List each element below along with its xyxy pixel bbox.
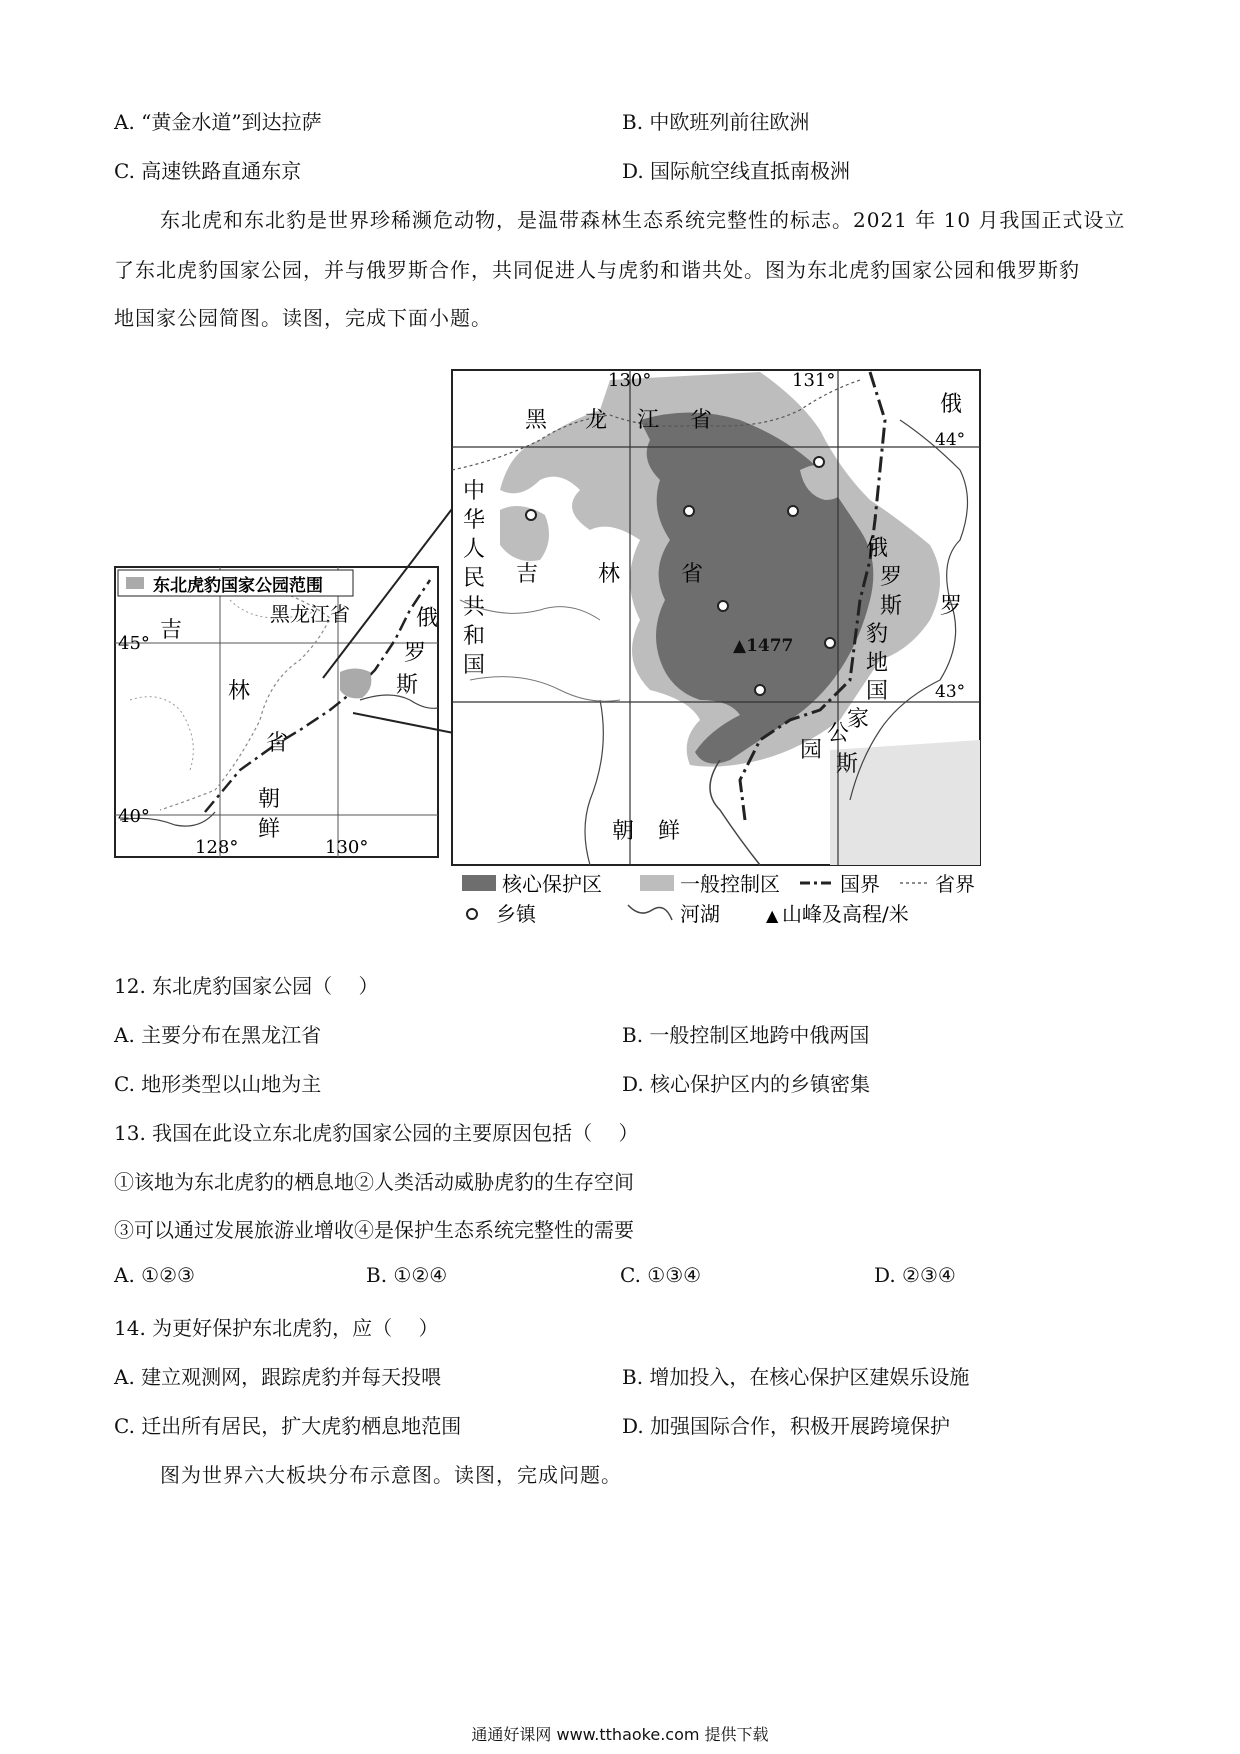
q11-option-b: B. 中欧班列前往欧洲 [622,110,810,134]
inset-label-ji: 吉 [160,618,183,643]
intro-line-1: 东北虎和东北豹是世界珍稀濒危动物，是温带森林生态系统完整性的标志。2021 年 10 月我国正式设立 [160,208,1126,232]
q12-stem: 12. 东北虎豹国家公园（ ） [114,974,379,998]
legend-peak-icon: ▲ [766,906,779,925]
inset-map [115,567,438,858]
intro-line-2: 了东北虎豹国家公园，并与俄罗斯合作，共同促进人与虎豹和谐共处。图为东北虎豹国家公园和俄罗斯豹 [114,258,1080,282]
park-char-3: 豹 [866,622,889,647]
q12-option-b: B. 一般控制区地跨中俄两国 [622,1023,870,1047]
q13-option-d: D. ②③④ [874,1263,956,1287]
main-label-lin: 林 [598,562,621,587]
q11-option-c: C. 高速铁路直通东京 [114,159,302,183]
main-label-long: 龙 [585,408,608,433]
main-label-ji: 吉 [516,562,539,587]
q12-option-a: A. 主要分布在黑龙江省 [114,1023,322,1047]
inset-label-lon128: 128° [195,837,239,858]
main-label-russia-luo: 罗 [940,594,963,619]
inset-label-heilongjiang: 黑龙江省 [270,602,350,626]
legend-peak: 山峰及高程/米 [782,902,909,926]
intro-line-3: 地国家公园简图。读图，完成下面小题。 [114,306,492,330]
inset-label-russia-luo: 罗 [404,641,427,666]
main-label-russia-si: 斯 [836,752,859,777]
q11-option-a: A. “黄金水道”到达拉萨 [114,110,322,134]
q14-option-d: D. 加强国际合作，积极开展跨境保护 [622,1414,951,1438]
inset-legend-label: 东北虎豹国家公园范围 [153,576,323,596]
q14-option-a: A. 建立观测网，跟踪虎豹并每天投喂 [114,1365,442,1389]
park-char-7: 公 [827,721,850,746]
legend-national-border: 国界 [840,872,880,896]
q13-stem: 13. 我国在此设立东北虎豹国家公园的主要原因包括（ ） [114,1121,639,1145]
main-label-peak: ▲1477 [733,636,794,656]
legend-provincial-border: 省界 [935,872,975,896]
inset-label-lon130: 130° [325,837,369,858]
q14-option-c: C. 迁出所有居民，扩大虎豹栖息地范围 [114,1414,462,1438]
legend-core: 核心保护区 [502,872,602,896]
inset-label-chao: 朝 [258,787,281,812]
next-intro: 图为世界六大板块分布示意图。读图，完成问题。 [160,1463,622,1487]
legend-town: 乡镇 [496,902,536,926]
park-char-5: 国 [866,679,889,704]
inset-label-lat45: 45° [118,633,150,654]
main-label-jiang: 江 [637,408,660,433]
park-char-8: 园 [800,738,823,763]
park-char-2: 斯 [880,594,903,619]
inset-label-xian: 鲜 [258,817,281,842]
map-legend [462,872,975,926]
page-footer: 通通好课网 www.tthaoke.com 提供下载 [471,1725,769,1744]
main-label-china [463,479,485,678]
q13-statements-2: ③可以通过发展旅游业增收④是保护生态系统完整性的需要 [114,1218,634,1242]
china-char-6: 国 [463,653,486,678]
main-label-russia-e: 俄 [940,392,963,417]
q13-statements-1: ①该地为东北虎豹的栖息地②人类活动威胁虎豹的生存空间 [114,1170,634,1194]
main-map [452,370,980,865]
park-char-6: 家 [847,707,870,732]
park-char-4: 地 [866,651,889,676]
inset-label-lin: 林 [228,679,251,704]
park-char-1: 罗 [880,565,903,590]
china-char-1: 华 [463,508,486,533]
main-label-sheng: 省 [681,562,704,587]
q11-option-d: D. 国际航空线直抵南极洲 [622,159,851,183]
park-char-0: 俄 [866,536,889,561]
main-label-hei: 黑 [525,408,548,433]
main-label-lat44: 44° [935,430,966,450]
main-label-lat43: 43° [935,682,966,702]
legend-river-lake: 河湖 [680,902,720,926]
china-char-0: 中 [463,479,486,504]
china-char-2: 人 [463,537,486,562]
main-label-sheng-top: 省 [690,408,713,433]
q12-option-c: C. 地形类型以山地为主 [114,1072,322,1096]
main-label-lon131: 131° [792,370,836,391]
inset-label-sheng: 省 [266,731,289,756]
china-char-3: 民 [463,566,486,591]
main-label-xian: 鲜 [658,819,681,844]
q12-option-d: D. 核心保护区内的乡镇密集 [622,1072,871,1096]
q14-stem: 14. 为更好保护东北虎豹，应（ ） [114,1316,439,1340]
china-char-4: 共 [463,595,486,620]
q13-option-a: A. ①②③ [114,1263,195,1287]
china-char-5: 和 [463,624,486,649]
inset-label-russia-si: 斯 [396,673,419,698]
main-label-chao: 朝 [612,819,635,844]
legend-general: 一般控制区 [680,872,780,896]
main-label-lon130: 130° [608,370,652,391]
q14-option-b: B. 增加投入，在核心保护区建娱乐设施 [622,1365,970,1389]
q13-option-b: B. ①②④ [366,1263,448,1287]
inset-label-lat40: 40° [118,806,150,827]
q13-option-c: C. ①③④ [620,1263,702,1287]
inset-label-russia-e: 俄 [416,606,439,631]
